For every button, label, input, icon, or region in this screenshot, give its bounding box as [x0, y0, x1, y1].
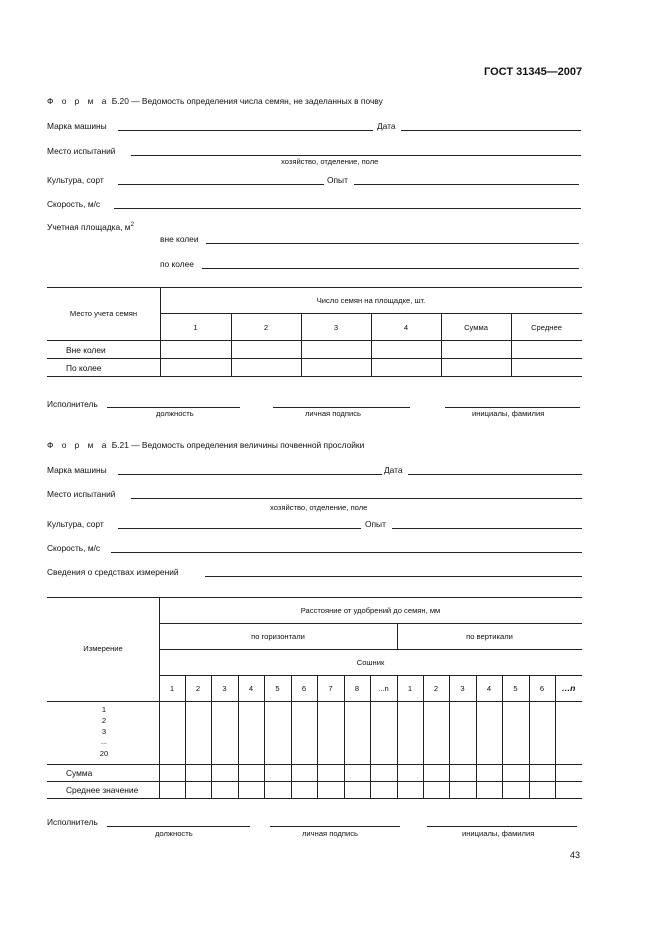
date-label: Дата [377, 121, 396, 131]
culture-label: Культура, сорт [47, 519, 104, 529]
vertical-header: по вертикали [466, 632, 513, 641]
outside-label: вне колеи [160, 234, 199, 244]
col-sum: Сумма [464, 323, 488, 332]
instruments-label: Сведения о средствах измерений [47, 567, 179, 577]
group-header: Число семян на площадке, шт. [316, 296, 426, 305]
row-number: 20 [99, 749, 109, 758]
date-field[interactable] [408, 474, 582, 475]
position-hint: должность [155, 829, 193, 838]
v-col: 4 [486, 684, 492, 693]
form-title-text: Б.20 — Ведомость определения числа семян, не заделанных в почву [111, 96, 383, 106]
machine-label: Марка машины [47, 121, 107, 131]
h-col: 4 [248, 684, 254, 693]
executor-label: Исполнитель [47, 817, 98, 827]
place-field[interactable] [131, 498, 582, 499]
place-hint: хозяйство, отделение, поле [270, 503, 368, 512]
group-header: Расстояние от удобрений до семян, мм [300, 606, 441, 615]
horizontal-header: по горизонтали [251, 632, 305, 641]
h-col: 5 [275, 684, 280, 693]
instruments-field[interactable] [205, 576, 582, 577]
area-label-text: Учетная площадка, м [47, 222, 131, 232]
inside-field[interactable] [202, 268, 579, 269]
v-col: …n [561, 683, 576, 693]
form-prefix: Ф о р м а [47, 96, 110, 106]
signature-hint: личная подпись [302, 829, 358, 838]
v-col: 6 [539, 684, 545, 693]
culture-label: Культура, сорт [47, 175, 104, 185]
experiment-label: Опыт [365, 519, 386, 529]
place-col-header: Место учета семян [69, 309, 138, 318]
col-1: 1 [193, 323, 198, 332]
speed-label: Скорость, м/с [47, 543, 101, 553]
v-col: 2 [433, 684, 439, 693]
executor-label: Исполнитель [47, 399, 98, 409]
name-field[interactable] [427, 826, 577, 827]
speed-label: Скорость, м/с [47, 199, 101, 209]
place-label: Место испытаний [47, 146, 116, 156]
row-outside: Вне колеи [66, 345, 106, 355]
sum-row: Сумма [66, 768, 93, 778]
name-field[interactable] [445, 407, 580, 408]
speed-field[interactable] [111, 552, 582, 553]
speed-field[interactable] [114, 208, 581, 209]
measure-col-header: Измерение [83, 644, 123, 653]
place-label: Место испытаний [47, 489, 116, 499]
date-label: Дата [384, 465, 403, 475]
machine-field[interactable] [118, 130, 373, 131]
machine-field[interactable] [118, 474, 382, 475]
col-avg: Среднее [531, 323, 562, 332]
area-sup: 2 [130, 222, 134, 229]
coulter-header: Сошник [356, 658, 385, 667]
experiment-label: Опыт [327, 175, 348, 185]
position-field[interactable] [107, 826, 250, 827]
form-b21-title [47, 440, 364, 450]
row-number: 1 [101, 705, 107, 714]
h-col: 3 [222, 684, 227, 693]
row-inside: По колее [66, 363, 102, 373]
standard-number: ГОСТ 31345—2007 [484, 66, 583, 78]
form-title-text: Б.21 — Ведомость определения величины почвенной прослойки [111, 440, 365, 450]
col-3: 3 [333, 323, 339, 332]
place-hint: хозяйство, отделение, поле [281, 157, 379, 166]
position-hint: должность [156, 409, 194, 418]
h-col: 8 [354, 684, 360, 693]
col-2: 2 [263, 323, 269, 332]
form-b20-title [47, 96, 383, 106]
form-prefix: Ф о р м а [47, 440, 110, 450]
signature-field[interactable] [273, 407, 410, 408]
h-col: 2 [195, 684, 201, 693]
row-number: ... [100, 737, 108, 746]
name-hint: инициалы, фамилия [472, 409, 545, 418]
place-field[interactable] [131, 155, 581, 156]
h-col: 6 [301, 684, 307, 693]
machine-label: Марка машины [47, 465, 107, 475]
col-4: 4 [403, 323, 409, 332]
v-col: 3 [460, 684, 465, 693]
h-col: ...n [378, 684, 389, 693]
h-col: 1 [169, 684, 175, 693]
outside-field[interactable] [206, 243, 579, 244]
position-field[interactable] [107, 407, 240, 408]
row-number: 2 [101, 716, 107, 725]
v-col: 1 [407, 684, 413, 693]
culture-field[interactable] [118, 184, 324, 185]
avg-row: Среднее значение [66, 785, 139, 795]
row-number: 3 [101, 727, 107, 736]
experiment-field[interactable] [392, 528, 582, 529]
h-col: 7 [328, 684, 333, 693]
inside-label: по колее [160, 259, 194, 269]
culture-field[interactable] [118, 528, 361, 529]
experiment-field[interactable] [354, 184, 579, 185]
signature-field[interactable] [270, 826, 400, 827]
page-number: 43 [570, 850, 581, 860]
signature-hint: личная подпись [305, 409, 361, 418]
v-col: 5 [513, 684, 518, 693]
name-hint: инициалы, фамилия [462, 829, 535, 838]
area-label [47, 222, 134, 232]
date-field[interactable] [401, 130, 581, 131]
